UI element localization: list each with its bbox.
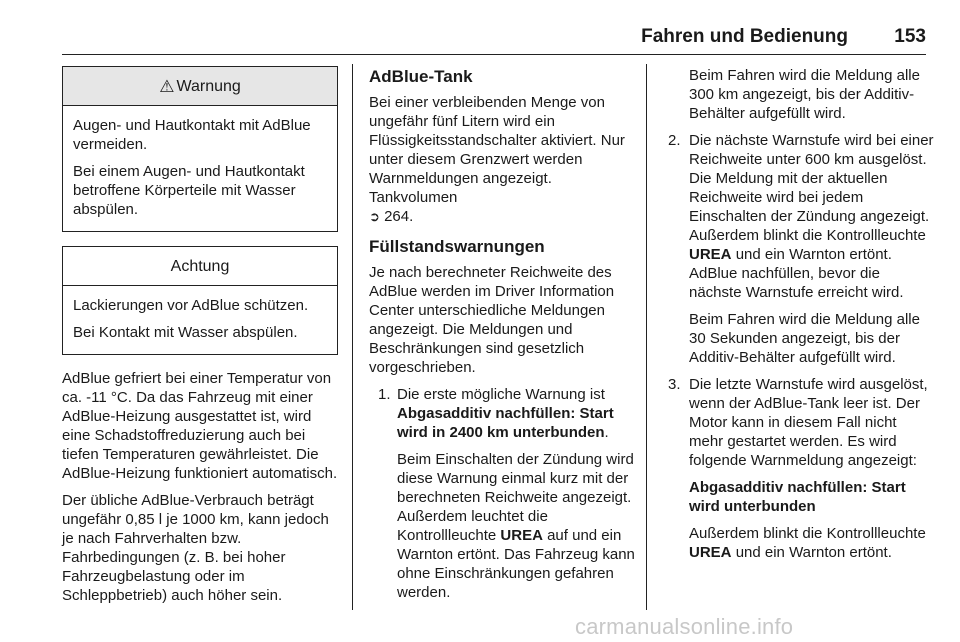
- item1-continuation: Beim Fahren wird die Meldung alle 300 km angezeigt, bis der Additiv-Behälter aufgefüllt wird.: [689, 67, 920, 122]
- item3-detail-pre: Außerdem blinkt die Kontrollleuchte: [689, 525, 926, 542]
- warning-box-header: [63, 67, 337, 106]
- column-middle: [369, 66, 635, 610]
- item2-text-post: und ein Warnton ertönt. AdBlue nachfüllen, bevor die nächste Warnstufe erreicht wird.: [689, 246, 904, 301]
- item1-text: Die erste mögliche Warnung ist: [397, 386, 605, 403]
- item1-warning-message: Abgasadditiv nachfüllen: Start wird in 2400 km unterbunden: [397, 405, 614, 441]
- page-header: [62, 22, 926, 56]
- item3-detail-post: und ein Warnton ertönt.: [735, 544, 892, 561]
- column-left: [62, 66, 338, 613]
- consumption-paragraph: Der übliche AdBlue-Verbrauch beträgt ungefähr 0,85 l je 1000 km, kann jedoch je nach Fahrverhalten bzw. Fahrbedingungen (z. B. bei hoher Fahrzeugbelastung oder im Schleppbetrieb) auch höher sein.: [62, 492, 329, 604]
- column-right: [666, 66, 934, 570]
- header-title: Fahren und Bedienung: [641, 26, 848, 47]
- urea-indicator-label: UREA: [500, 527, 543, 544]
- list-number: 1.: [378, 386, 391, 403]
- caution-text-1: Lackierungen vor AdBlue schützen.: [73, 297, 309, 314]
- warning-box: [62, 66, 338, 232]
- warning-box-title: Warnung: [176, 77, 241, 95]
- warnings-intro: Je nach berechneter Reichweite des AdBlue werden im Driver Information Center unterschiedliche Meldungen angezeigt. Die Meldungen und Beschränkungen sind gesetzlich vorgeschrieben.: [369, 264, 615, 376]
- item2-text-pre: Die nächste Warnstufe wird bei einer Reichweite unter 600 km ausgelöst. Die Meldung mit der aktuellen Reichweite wird bei jedem Einschalten der Zündung angezeigt. Außerdem blinkt die Kontrollleuchte: [689, 132, 934, 244]
- column-divider-right: [646, 64, 647, 610]
- freezing-paragraph: AdBlue gefriert bei einer Temperatur von ca. -11 °C. Da das Fahrzeug mit einer AdBlue-Heizung ausgestattet ist, wird eine Schadstoffreduzierung auch bei tiefen Temperaturen gewährleistet. Die AdBlue-Heizung funktioniert automatisch.: [62, 370, 338, 482]
- item3-text: Die letzte Warnstufe wird ausgelöst, wenn der AdBlue-Tank leer ist. Der Motor kann in diesem Fall nicht mehr gestartet werden. Es wird folgende Warnmeldung angezeigt:: [689, 376, 928, 469]
- section-heading-level-warnings: Füllstandswarnungen: [369, 237, 545, 256]
- tank-text: Bei einer verbleibenden Menge von ungefähr fünf Litern wird ein Flüssigkeitsstandschalter aktiviert. Nur unter diesem Grenzwert werden Warnmeldungen angezeigt. Tankvolumen: [369, 94, 625, 206]
- watermark: carmanualsonline.info: [575, 614, 794, 639]
- column-divider-left: [352, 64, 353, 610]
- warning-text-1: Augen- und Hautkontakt mit AdBlue vermeiden.: [73, 117, 311, 153]
- item2-driving-note: Beim Fahren wird die Meldung alle 30 Sekunden angezeigt, bis der Additiv-Behälter aufgefüllt wird.: [689, 311, 920, 366]
- tank-reference-page: 264.: [384, 208, 414, 225]
- list-item-3: [666, 375, 934, 562]
- warning-text-2: Bei einem Augen- und Hautkontakt betroffene Körperteile mit Wasser abspülen.: [73, 163, 305, 218]
- list-item-1: 1. Die erste mögliche Warnung ist Abgasadditiv nachfüllen: Start wird in 2400 km unterbunden. Beim Einschalten der Zündung wird diese Warnung einmal kurz mit der berechneten Reichweite angezeigt. Außerdem leuchtet die Kontrollleuchte UREA auf und ein Warnton ertönt. Das Fahrzeug kann ohne Einschränkungen gefahren werden.: [378, 386, 635, 601]
- caution-box: [62, 246, 338, 355]
- warning-triangle-icon: ⚠: [159, 76, 175, 96]
- page-number: 153: [894, 26, 926, 47]
- urea-indicator-label: UREA: [689, 544, 732, 561]
- tank-paragraph: [369, 93, 635, 226]
- caution-box-header: [63, 247, 337, 286]
- page-reference-icon: ➲: [369, 209, 380, 224]
- item1-detail-post: auf und ein Warnton ertönt. Das Fahrzeug kann ohne Einschränkungen gefahren werden.: [397, 527, 635, 601]
- item1-detail-pre: Beim Einschalten der Zündung wird diese Warnung einmal kurz mit der berechneten Reichweite angezeigt. Außerdem leuchtet die Kontrollleuchte: [397, 451, 634, 544]
- list-item-2: [666, 131, 934, 367]
- list-number: 2.: [668, 132, 681, 149]
- caution-box-title: Achtung: [170, 257, 230, 275]
- item3-warning-message: Abgasadditiv nachfüllen: Start wird unterbunden: [689, 479, 906, 515]
- header-divider: [62, 54, 926, 55]
- list-number: 3.: [668, 376, 681, 393]
- urea-indicator-label: UREA: [689, 246, 732, 263]
- section-heading-adblue-tank: AdBlue-Tank: [369, 67, 473, 86]
- caution-text-2: Bei Kontakt mit Wasser abspülen.: [73, 324, 298, 341]
